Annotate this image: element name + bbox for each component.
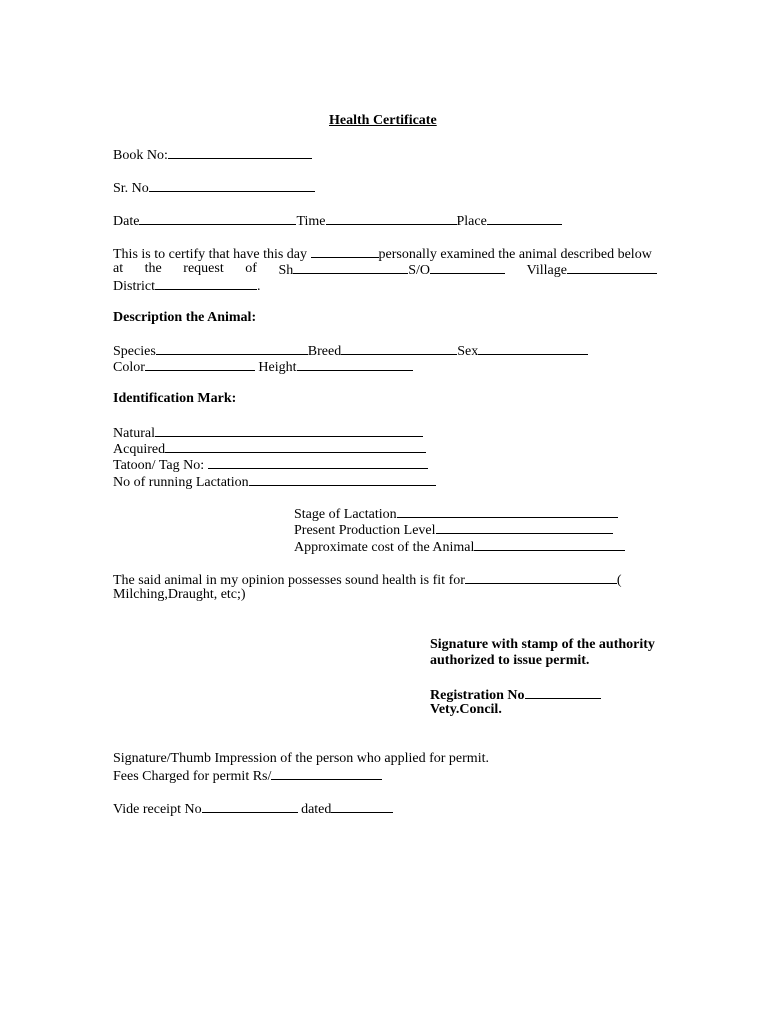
place-field[interactable] [487, 212, 562, 225]
certify-text: This is to certify that have this day [113, 247, 308, 262]
height-field[interactable] [297, 358, 413, 371]
lactation-row [113, 473, 436, 491]
stage-lactation-field[interactable] [397, 505, 618, 518]
breed-label: Breed [307, 344, 342, 359]
opinion-text: The said animal in my opinion possesses sound health is fit for [113, 573, 465, 588]
fit-for-field[interactable] [465, 571, 617, 584]
stage-lactation-label: Stage of Lactation [294, 507, 397, 522]
description-heading: Description the Animal: [113, 310, 257, 325]
registration-label: Registration No [430, 688, 525, 703]
sex-label: Sex [457, 344, 479, 359]
approx-cost-row [294, 538, 625, 556]
species-label: Species [113, 344, 156, 359]
color-label: Color [113, 360, 145, 375]
district-period: . [257, 279, 261, 294]
opinion-paren: ( [616, 573, 622, 588]
certify-at: at [113, 261, 124, 276]
fees-row [113, 767, 382, 785]
sr-no-field[interactable] [149, 179, 315, 192]
so-field[interactable] [430, 261, 505, 274]
opinion-line-2: Milching,Draught, etc;) [113, 587, 246, 602]
time-label: Time [296, 214, 326, 229]
species-field[interactable] [156, 342, 308, 355]
sex-field[interactable] [478, 342, 588, 355]
receipt-field[interactable] [202, 800, 298, 813]
applicant-signature: Signature/Thumb Impression of the person who applied for permit. [113, 751, 489, 766]
vety-concil: Vety.Concil. [430, 702, 502, 717]
signature-authority-line-1: Signature with stamp of the authority [430, 637, 655, 652]
production-level-label: Present Production Level [294, 523, 436, 538]
breed-field[interactable] [341, 342, 457, 355]
certify-of: of [245, 261, 257, 276]
lactation-label: No of running Lactation [113, 475, 249, 490]
receipt-label: Vide receipt No [113, 802, 202, 817]
dated-field[interactable] [331, 800, 393, 813]
place-label: Place [456, 214, 487, 229]
registration-field[interactable] [525, 686, 601, 699]
time-field[interactable] [326, 212, 457, 225]
natural-label: Natural [113, 426, 155, 441]
certify-the: the [144, 261, 162, 276]
acquired-label: Acquired [113, 442, 166, 457]
approx-cost-label: Approximate cost of the Animal [294, 540, 475, 555]
book-no-field[interactable] [168, 146, 312, 159]
signature-authority-line-2: authorized to issue permit. [430, 653, 590, 668]
so-label: S/O [408, 263, 431, 278]
sr-no-label: Sr. No [113, 181, 149, 196]
lactation-field[interactable] [249, 473, 436, 486]
fees-label: Fees Charged for permit Rs/ [113, 769, 272, 784]
production-level-field[interactable] [436, 521, 613, 534]
color-field[interactable] [145, 358, 255, 371]
date-field[interactable] [139, 212, 296, 225]
book-no-label: Book No: [113, 148, 168, 163]
identification-heading: Identification Mark: [113, 391, 237, 406]
village-label: Village [526, 263, 567, 278]
production-level-row [294, 521, 613, 539]
dated-label: dated [301, 802, 332, 817]
sr-no-row [113, 179, 315, 197]
tatoon-label: Tatoon/ Tag No: [113, 458, 205, 473]
acquired-field[interactable] [165, 440, 426, 453]
certify-line-3 [113, 277, 261, 295]
date-time-place-row [113, 212, 562, 230]
color-row [113, 358, 413, 376]
book-no-row [113, 146, 312, 164]
fees-field[interactable] [271, 767, 382, 780]
page-title: Health Certificate [329, 113, 437, 128]
district-label: District [113, 279, 155, 294]
tatoon-field[interactable] [208, 456, 428, 469]
certify-request: request [183, 261, 224, 276]
certify-text-end: personally examined the animal described below [378, 247, 652, 262]
sh-field[interactable] [293, 261, 408, 274]
approx-cost-field[interactable] [474, 538, 625, 551]
date-label: Date [113, 214, 140, 229]
receipt-row [113, 800, 393, 818]
height-label: Height [258, 360, 297, 375]
natural-field[interactable] [155, 424, 423, 437]
tatoon-row [113, 456, 428, 474]
district-field[interactable] [155, 277, 257, 290]
day-field[interactable] [311, 245, 379, 258]
sh-label: Sh [278, 263, 294, 278]
village-field[interactable] [567, 261, 657, 274]
